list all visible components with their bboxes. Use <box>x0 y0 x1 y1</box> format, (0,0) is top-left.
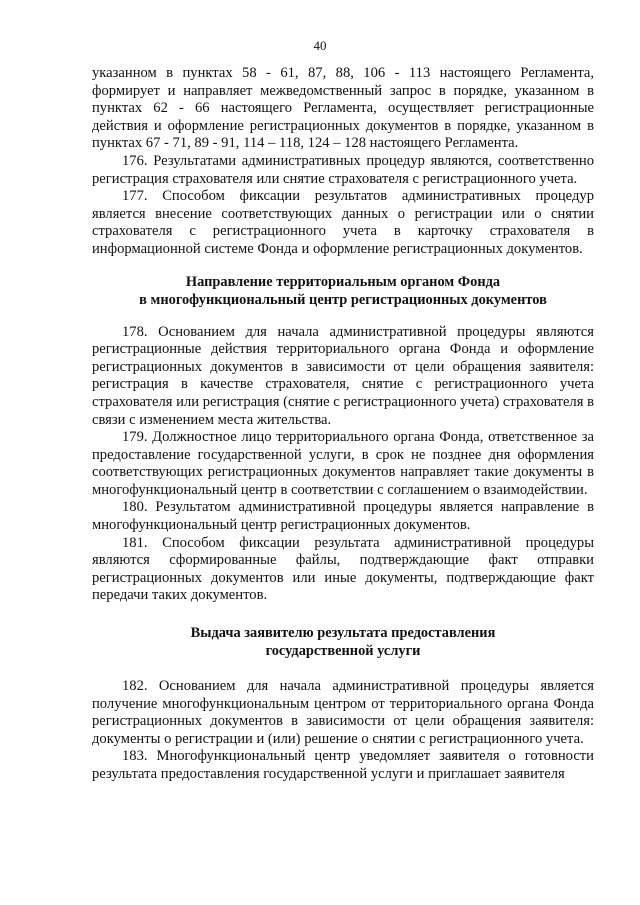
paragraph-178: 178. Основанием для начала административной процедуры являются регистрационные действия территориального органа Фонда и оформление регистрационных документов в зависимости от цели обращения заявителя: регистрация в качестве страхователя, снятие с регистрационного учета страхователя или регистрация (снятие с регистрационного учета) страхователя в связи с изменением места жительства. <box>92 323 594 428</box>
paragraph-182: 182. Основанием для начала административной процедуры является получение многофункциональным центром от территориального органа Фонда регистрационных документов в зависимости от цели обращения заявителя: документы о регистрации и (или) решение о снятии с регистрационного учета. <box>92 678 594 747</box>
section-heading-line: в многофункциональный центр регистрационных документов <box>139 291 547 308</box>
paragraph-177: 177. Способом фиксации результатов административных процедур является внесение соответствующих данных о регистрации или о снятии страхователя с регистрационного учета в карточку страхователя в информационной системе Фонда и оформление регистрационных документов. <box>92 188 594 257</box>
section-heading-line: Направление территориальным органом Фонда <box>185 273 501 290</box>
paragraph-175-continuation: указанном в пунктах 58 - 61, 87, 88, 106 - 113 настоящего Регламента, формирует и направляет межведомственный запрос в порядке, указанном в пунктах 62 - 66 настоящего Регламента, осуществляет регистрационные действия и оформление регистрационных документов в порядке, указанном в пунктах 67 - 71, 89 - 91, 114 – 118, 124 – 128 настоящего Регламента. <box>92 65 594 152</box>
section-heading-issuance <box>92 624 594 660</box>
paragraph-176: 176. Результатами административных процедур являются, соответственно регистрация страхователя или снятие страхователя с регистрационного учета. <box>92 152 594 187</box>
section-heading-line: государственной услуги <box>265 643 421 660</box>
paragraph-181: 181. Способом фиксации результата административной процедуры являются сформированные файлы, подтверждающие факт отправки регистрационных документов или иные документы, подтверждающие факт передачи таких документов. <box>92 534 594 604</box>
page-number: 40 <box>313 38 327 53</box>
document-body <box>92 65 594 784</box>
section-heading-transfer <box>92 273 594 309</box>
paragraph-180: 180. Результатом административной процедуры является направление в многофункциональный центр регистрационных документов. <box>92 499 594 534</box>
paragraph-179: 179. Должностное лицо территориального органа Фонда, ответственное за предоставление государственной услуги, в срок не позднее дня оформления соответствующих регистрационных документов направляет такие документы в многофункциональный центр в соответствии с соглашением о взаимодействии. <box>92 429 594 498</box>
section-heading-line: Выдача заявителю результата предоставления <box>190 625 496 642</box>
paragraph-183: 183. Многофункциональный центр уведомляет заявителя о готовности результата предоставления государственной услуги и приглашает заявителя <box>92 748 594 782</box>
